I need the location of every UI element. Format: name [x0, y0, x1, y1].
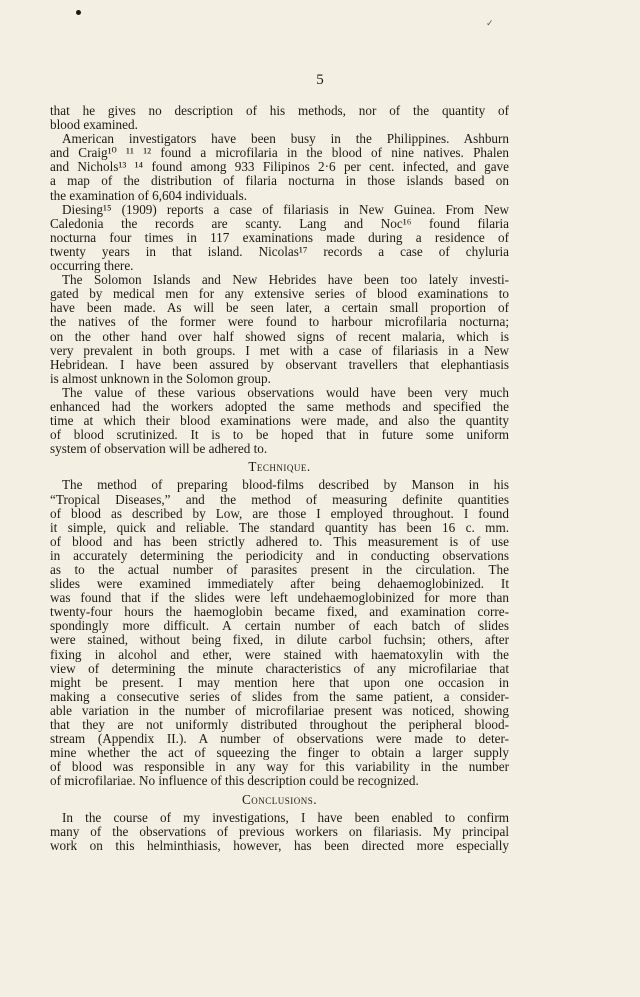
section-heading: Conclusions. [241, 792, 318, 807]
text-line: slides were examined immediately after being dehaemoglobinized. It [50, 577, 509, 592]
text-line: stream (Appendix II.). A number of observations were made to deter- [50, 732, 509, 747]
text-line: blood examined. [50, 118, 138, 133]
text-line: time at which their blood examinations were made, and also the quantity [50, 414, 509, 429]
text-line: nocturna four times in 117 examinations made during a residence of [50, 230, 509, 245]
text-line: of microfilariae. No influence of this description could be recognized. [50, 774, 419, 789]
text-line: enhanced had the workers adopted the same methods and specified the [50, 399, 509, 414]
text-line: making a consecutive series of slides from the same patient, a consider- [50, 689, 509, 704]
text-line: The Solomon Islands and New Hebrides have been too lately investi- [62, 273, 509, 288]
text-line: view of determining the minute characteristics of any microfilariae that [50, 661, 509, 676]
text-line: might be present. I may mention here that upon one occasion in [50, 675, 509, 690]
text-line: system of observation will be adhered to. [50, 442, 268, 457]
text-line: Hebridean. I have been assured by observant travellers that elephantiasis [50, 357, 509, 372]
text-line: of blood and has been strictly adhered to. This measurement is of use [50, 534, 509, 549]
text-line: mine whether the act of squeezing the finger to obtain a larger supply [50, 746, 509, 761]
body-text [50, 104, 509, 853]
text-line: on the other hand over half showed signs of recent malaria, which is [50, 329, 509, 344]
text-line: that they are not uniformly distributed throughout the peripheral blood- [50, 718, 509, 733]
text-line: was found that if the slides were left undehaemoglobinized for more than [50, 591, 509, 606]
text-line: and Craig¹⁰ ¹¹ ¹² found a microfilaria in the blood of nine natives. Phalen [50, 146, 509, 161]
text-line: is almost unknown in the Solomon group. [50, 371, 271, 386]
text-line: it simple, quick and reliable. The standard quantity has been 16 c. mm. [50, 520, 509, 535]
text-line: very prevalent in both groups. I met with a case of filariasis in a New [50, 343, 509, 358]
page-number: 5 [316, 72, 324, 88]
text-line: the examination of 6,604 individuals. [50, 188, 248, 203]
text-line: that he gives no description of his methods, nor of the quantity of [50, 104, 509, 118]
text-line: work on this helminthiasis, however, has been directed more especially [50, 838, 509, 853]
text-line: able variation in the number of microfilariae present was noticed, showing [50, 703, 509, 718]
text-line: In the course of my investigations, I have been enabled to confirm [62, 810, 509, 825]
text-line: occurring there. [50, 259, 134, 274]
text-line: were stained, without being fixed, in dilute carbol fuchsin; others, after [50, 633, 509, 648]
section-heading: Technique. [248, 460, 311, 475]
ink-dot [76, 10, 81, 15]
text-line: American investigators have been busy in the Philippines. Ashburn [62, 132, 509, 147]
text-line: of blood was responsible in any way for this variability in the number [50, 760, 509, 775]
pencil-mark: ✓ [486, 18, 494, 28]
text-line: gated by medical men for any extensive series of blood examinations to [50, 287, 509, 302]
text-line: have been made. As will be seen later, a certain small proportion of [50, 301, 509, 316]
text-line: twenty-four hours the haemoglobin became fixed, and examination corre- [50, 605, 509, 620]
text-line: Diesing¹⁵ (1909) reports a case of filariasis in New Guinea. From New [62, 202, 509, 217]
text-line: “Tropical Diseases,” and the method of measuring definite quantities [50, 492, 509, 507]
text-line: The value of these various observations would have been very much [62, 385, 509, 400]
text-line: the natives of the former were found to harbour microfilaria nocturna; [50, 315, 509, 330]
text-line: of blood scrutinized. It is to be hoped that in future some uniform [50, 428, 509, 443]
text-line: The method of preparing blood-films described by Manson in his [62, 478, 509, 493]
text-line: twenty years in that island. Nicolas¹⁷ records a case of chyluria [50, 244, 509, 259]
text-line: of blood as described by Low, are those I employed throughout. I found [50, 506, 509, 521]
text-line: as to the actual number of parasites present in the circulation. The [50, 563, 509, 577]
text-line: many of the observations of previous workers on filariasis. My principal [50, 824, 509, 839]
text-line: spondingly more difficult. A certain number of each batch of slides [50, 619, 509, 634]
text-line: a map of the distribution of filaria nocturna in those islands based on [50, 174, 509, 189]
text-line: Caledonia the records are scanty. Lang and Noc¹⁶ found filaria [50, 216, 509, 231]
text-line: in accurately determining the periodicity and in conducting observations [50, 548, 509, 563]
text-line: and Nichols¹³ ¹⁴ found among 933 Filipinos 2·6 per cent. infected, and gave [50, 160, 509, 175]
text-line: fixing in alcohol and ether, were stained with haematoxylin with the [50, 647, 509, 662]
